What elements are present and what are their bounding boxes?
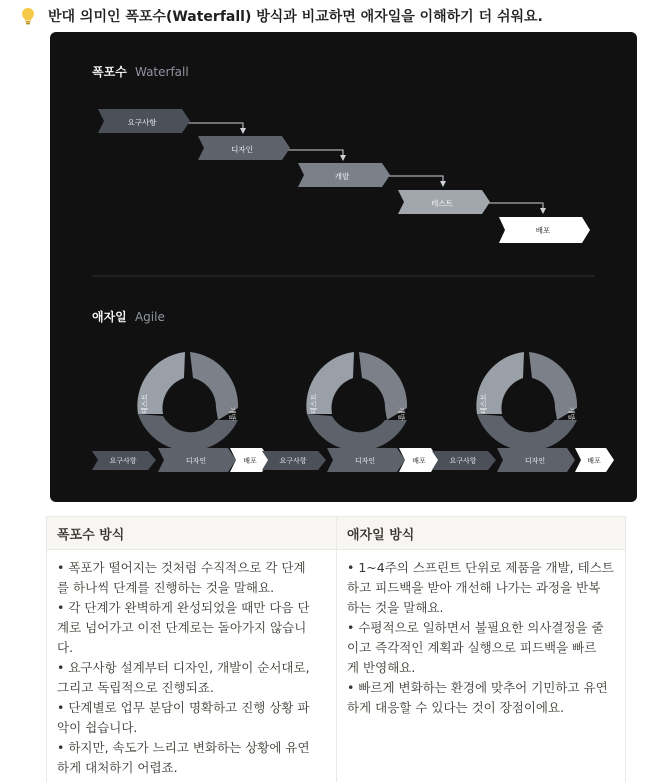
header-agile: 애자일 방식 bbox=[336, 517, 625, 549]
waterfall-step-deploy bbox=[499, 217, 590, 243]
waterfall-line: 를 하나씩 단계를 진행하는 것을 말해요. bbox=[57, 580, 275, 595]
svg-text:디자인: 디자인 bbox=[354, 457, 376, 465]
svg-text:요구사항: 요구사항 bbox=[449, 457, 477, 465]
callout-header bbox=[18, 6, 657, 26]
svg-text:배포: 배포 bbox=[535, 226, 551, 235]
svg-text:배포: 배포 bbox=[412, 457, 426, 465]
svg-text:디자인: 디자인 bbox=[185, 457, 207, 465]
svg-text:디자인: 디자인 bbox=[524, 457, 546, 465]
waterfall-line: 다. bbox=[57, 640, 74, 655]
agile-line: 하고 피드백을 받아 개선해 나가는 과정을 반복 bbox=[347, 580, 601, 595]
svg-text:디자인: 디자인 bbox=[231, 145, 253, 154]
svg-text:애자일 Agile bbox=[92, 309, 165, 324]
agile-cycle-3 bbox=[432, 352, 614, 472]
header-waterfall: 폭포수 방식 bbox=[57, 527, 125, 543]
waterfall-step-requirements bbox=[98, 109, 190, 133]
svg-text:테스트: 테스트 bbox=[431, 199, 453, 208]
svg-text:폭포수 Waterfall bbox=[92, 65, 189, 79]
cell-waterfall bbox=[47, 550, 336, 782]
waterfall-line: 그리고 독립적으로 진행되죠. bbox=[57, 680, 214, 695]
agile-line: 하는 것을 말해요. bbox=[347, 600, 444, 615]
agile-cycle-1 bbox=[92, 352, 270, 472]
svg-text:배포: 배포 bbox=[587, 457, 601, 465]
agile-cycle-2 bbox=[262, 352, 439, 472]
svg-text:테스트: 테스트 bbox=[480, 393, 488, 414]
svg-text:개발: 개발 bbox=[334, 172, 350, 181]
comparison-table-header bbox=[46, 516, 626, 550]
waterfall-title-en: Waterfall bbox=[134, 65, 189, 79]
waterfall-line: 계로 넘어가고 이전 단계로는 돌아가지 않습니 bbox=[57, 620, 307, 635]
waterfall-line: • 요구사항 설계부터 디자인, 개발이 순서대로, bbox=[57, 660, 310, 675]
svg-text:요구사항: 요구사항 bbox=[127, 118, 157, 127]
agile-line: • 빠르게 변화하는 환경에 맞추어 기민하고 유연 bbox=[347, 680, 608, 695]
svg-text:배포: 배포 bbox=[243, 457, 257, 465]
waterfall-line: • 각 단계가 완벽하게 완성되었을 때만 다음 단 bbox=[57, 600, 310, 615]
agile-line: 하게 대응할 수 있다는 것이 장점이에요. bbox=[347, 700, 565, 715]
svg-text:테스트: 테스트 bbox=[141, 393, 149, 414]
waterfall-line: • 폭포가 떨어지는 것처럼 수직적으로 각 단계 bbox=[57, 560, 306, 575]
svg-text:개발: 개발 bbox=[228, 407, 236, 421]
svg-text:요구사항: 요구사항 bbox=[279, 457, 307, 465]
waterfall-step-development bbox=[298, 163, 390, 187]
waterfall-line: • 하지만, 속도가 느리고 변화하는 상황에 유연 bbox=[57, 740, 310, 755]
lightbulb-icon bbox=[18, 6, 38, 26]
comparison-table-body bbox=[46, 550, 626, 782]
callout-title: 반대 의미인 폭포수(Waterfall) 방식과 비교하면 애자일을 이해하기 더 쉬워요. bbox=[48, 9, 543, 25]
agile-title: 애자일 bbox=[92, 310, 127, 324]
svg-text:테스트: 테스트 bbox=[310, 393, 318, 414]
waterfall-line: 악이 쉽습니다. bbox=[57, 720, 138, 735]
svg-text:요구사항: 요구사항 bbox=[109, 457, 137, 465]
agile-line: • 수평적으로 일하면서 불필요한 의사결정을 줄 bbox=[347, 620, 604, 635]
svg-text:개발: 개발 bbox=[567, 407, 575, 421]
waterfall-step-design bbox=[198, 136, 290, 160]
agile-line: 이고 즉각적인 계획과 실행으로 피드백을 빠르 bbox=[347, 640, 597, 655]
waterfall-step-test bbox=[398, 190, 490, 214]
svg-text:개발: 개발 bbox=[397, 407, 405, 421]
waterfall-line: • 단계별로 업무 분담이 명확하고 진행 상황 파 bbox=[57, 700, 310, 715]
methodology-diagram bbox=[50, 32, 637, 502]
waterfall-line: 하게 대처하기 어렵죠. bbox=[57, 760, 178, 775]
waterfall-title: 폭포수 bbox=[92, 65, 127, 79]
agile-title-en: Agile bbox=[134, 310, 165, 324]
agile-line: • 1~4주의 스프린트 단위로 제품을 개발, 테스트 bbox=[347, 560, 614, 575]
cell-agile bbox=[336, 550, 625, 782]
agile-line: 게 반영해요. bbox=[347, 660, 416, 675]
